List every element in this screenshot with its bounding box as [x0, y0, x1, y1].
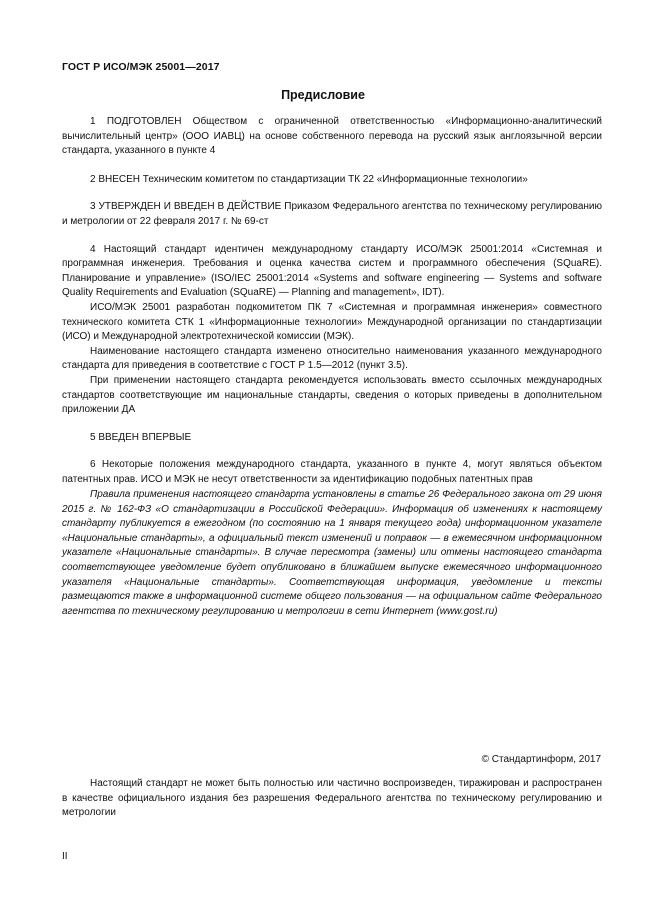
page-title: Предисловие [281, 88, 365, 102]
document-header: ГОСТ Р ИСО/МЭК 25001—2017 [62, 61, 220, 73]
paragraph-3-approved: 3 УТВЕРЖДЕН И ВВЕДЕН В ДЕЙСТВИЕ Приказом Федерального агентства по техническому регулированию и метрологии от 22 февраля 2017 г. № 69-ст [62, 201, 602, 227]
page-number: II [62, 851, 68, 862]
foreword-body [62, 115, 602, 487]
paragraph-1-prepared: 1 ПОДГОТОВЛЕН Обществом с ограниченной ответственностью «Информационно-аналитический вычислительный центр» (ООО ИАВЦ) на основе собственного перевода на русский язык англоязычной версии стандарта, указанного в пункте 4 [62, 116, 602, 157]
paragraph-4-identical: 4 Настоящий стандарт идентичен международному стандарту ИСО/МЭК 25001:2014 «Системная и программная инженерия. Требования и оценка качества систем и программного обеспечения (SQuaRE). Планирование и управление» (ISO/IEC 25001:2014 «Systems and software engineering — Systems and software Quality Requirements and Evaluation (SQuaRE) — Planning and management», IDT). [62, 243, 602, 299]
paragraph-4-application: При применении настоящего стандарта рекомендуется использовать вместо ссылочных международных стандартов соответствующие им национальные стандарты, сведения о которых приведены в дополнительном приложении ДА [62, 374, 602, 416]
paragraph-4-title-change: Наименование настоящего стандарта изменено относительно наименования указанного международного стандарта для приведения в соответствие с ГОСТ Р 1.5—2012 (пункт 3.5). [62, 345, 602, 372]
reproduction-notice: Настоящий стандарт не может быть полностью или частично воспроизведен, тиражирован и распространен в качестве официального издания без разрешения Федерального агентства по техническому регулированию и метрологии [62, 778, 602, 819]
paragraph-6-patents: 6 Некоторые положения международного стандарта, указанного в пункте 4, могут являться объектом патентных прав. ИСО и МЭК не несут ответственности за идентификацию подобных патентных прав [62, 459, 602, 485]
paragraph-5-first: 5 ВВЕДЕН ВПЕРВЫЕ [90, 431, 192, 443]
paragraph-2-submitted: 2 ВНЕСЕН Техническим комитетом по стандартизации ТК 22 «Информационные технологии» [90, 173, 528, 185]
paragraph-4-developer: ИСО/МЭК 25001 разработан подкомитетом ПК 7 «Системная и программная инженерия» совместного технического комитета СТК 1 «Информационные технологии» Международной организации по стандартизации (ИСО) и Международной электротехнической комиссии (МЭК). [62, 301, 602, 343]
application-rules-notice: Правила применения настоящего стандарта установлены в статье 26 Федерального закона от 29 июня 2015 г. № 162-ФЗ «О стандартизации в Российской Федерации». Информация об изменениях к настоящему стандарту публикуется в ежегодном (по состоянию на 1 января текущего года) информационном указателе «Национальные стандарты», а официальный текст изменений и поправок — в ежемесячном информационном указателе «Национальные стандарты». В случае пересмотра (замены) или отмены настоящего стандарта соответствующее уведомление будет опубликовано в ближайшем выпуске ежемесячного информационного указателя «Национальные стандарты». Соответствующая информация, уведомление и тексты размещаются также в информационной системе общего пользования — на официальном сайте Федерального агентства по техническому регулированию и метрологии в сети Интернет (www.gost.ru) [62, 489, 602, 617]
copyright-line: © Стандартинформ, 2017 [481, 754, 601, 765]
